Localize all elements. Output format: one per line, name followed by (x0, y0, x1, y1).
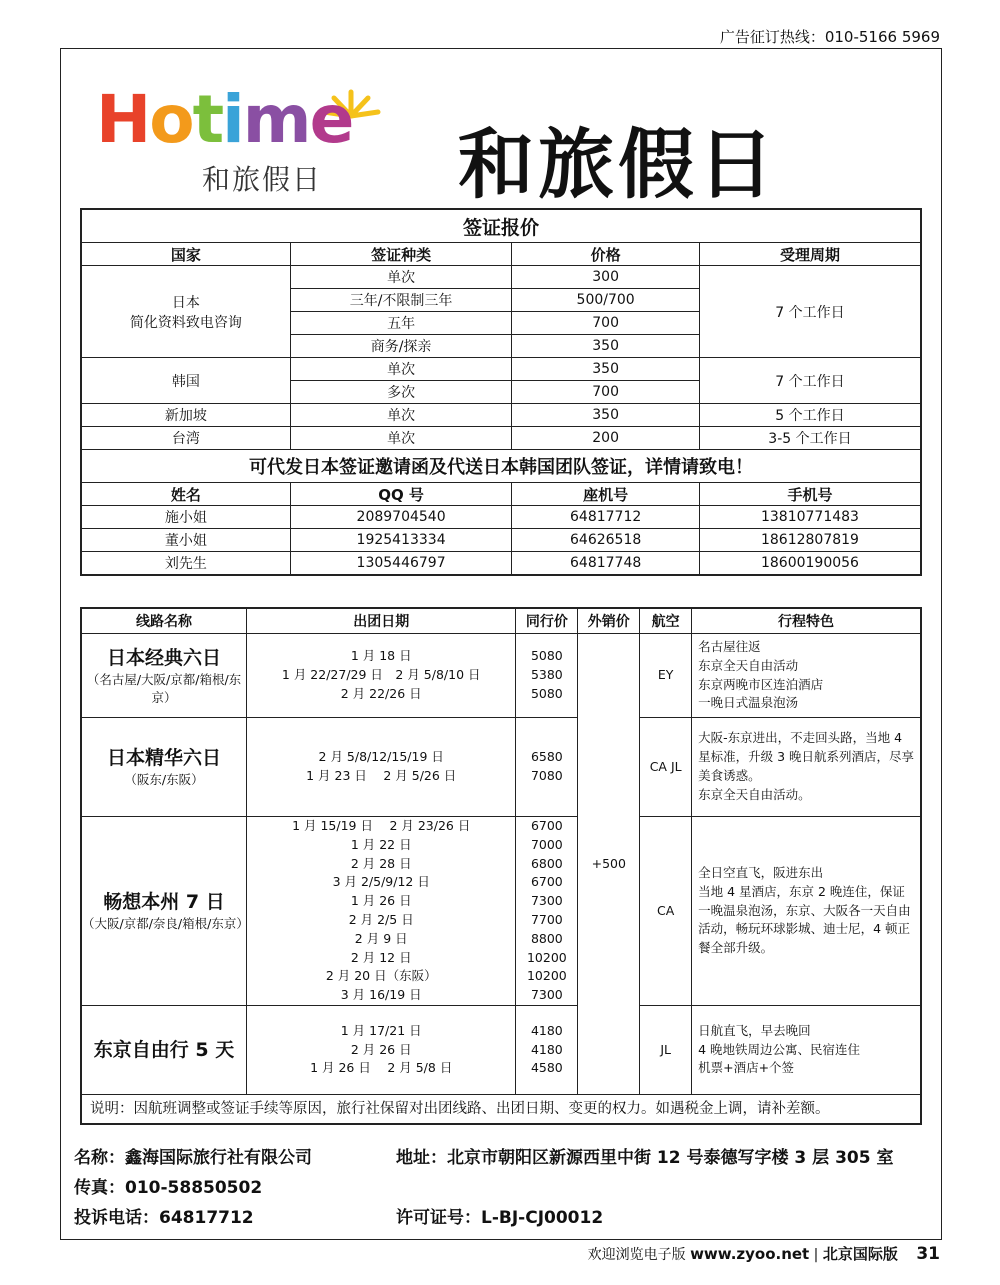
contact-landline: 64817712 (512, 506, 700, 529)
col-features: 行程特色 (692, 608, 921, 634)
route-name: 畅想本州 7 日 （大阪/京都/奈良/箱根/东京） (81, 817, 247, 1006)
visa-price: 200 (512, 427, 700, 450)
table-row (81, 358, 921, 381)
visa-type: 三年/不限制三年 (290, 289, 512, 312)
route-name: 日本精华六日 （阪东/东阪） (81, 718, 247, 817)
visa-period: 3-5 个工作日 (699, 427, 921, 450)
footer-url[interactable]: www.zyoo.net (690, 1245, 810, 1263)
contact-landline: 64626518 (512, 529, 700, 552)
col-landline: 座机号 (512, 483, 700, 506)
airline: CA (640, 817, 692, 1006)
departure-dates: 1 月 17/21 日 2 月 26 日 1 月 26 日 2 月 5/8 日 (247, 1006, 516, 1095)
visa-notice: 可代发日本签证邀请函及代送日本韩国团队签证，详情请致电！ (81, 450, 921, 483)
tour-routes-table (80, 607, 922, 1125)
company-fax: 传真：010-58850502 (74, 1178, 263, 1198)
visa-type: 商务/探亲 (290, 335, 512, 358)
airline: EY (640, 634, 692, 718)
visa-type: 五年 (290, 312, 512, 335)
visa-type: 单次 (290, 427, 512, 450)
footer-text: 欢迎浏览电子版 (587, 1247, 686, 1263)
contact-qq: 1305446797 (290, 552, 512, 576)
company-address: 地址：北京市朝阳区新源西里中街 12 号泰德写字楼 3 层 305 室 (396, 1148, 894, 1168)
contact-name: 刘先生 (81, 552, 290, 576)
col-mobile: 手机号 (699, 483, 921, 506)
country-japan: 日本 简化资料致电咨询 (81, 266, 290, 358)
route-name: 东京自由行 5 天 (81, 1006, 247, 1095)
col-dates: 出团日期 (247, 608, 516, 634)
page-footer: 欢迎浏览电子版 www.zyoo.net | 北京国际版 31 (587, 1244, 940, 1264)
col-price: 价格 (512, 243, 700, 266)
visa-price: 500/700 (512, 289, 700, 312)
visa-type: 多次 (290, 381, 512, 404)
contact-landline: 64817748 (512, 552, 700, 576)
departure-dates: 1 月 18 日 1 月 22/27/29 日 2 月 5/8/10 日 2 月 22/26 日 (247, 634, 516, 718)
route-features: 大阪-东京进出，不走回头路，当地 4 星标准，升级 3 晚日航系列酒店，尽享美食诱惑。 东京全天自由活动。 (692, 718, 921, 817)
col-airline: 航空 (640, 608, 692, 634)
country-singapore: 新加坡 (81, 404, 290, 427)
brand-title: 和旅假日 (458, 120, 778, 209)
route-features: 全日空直飞，阪进东出 当地 4 星酒店，东京 2 晚连住，保证一晚温泉泡汤，东京、大阪各一天自由活动，畅玩环球影城、迪士尼，4 顿正餐全部升级。 (692, 817, 921, 1006)
visa-price: 350 (512, 404, 700, 427)
contact-row (81, 552, 921, 576)
trade-prices: 5080 5380 5080 (516, 634, 578, 718)
logo-wordmark: Hotime (96, 81, 353, 158)
tour-row (81, 1006, 921, 1095)
col-trade-price: 同行价 (516, 608, 578, 634)
contact-qq: 2089704540 (290, 506, 512, 529)
contact-mobile: 18612807819 (699, 529, 921, 552)
visa-price: 350 (512, 335, 700, 358)
airline: CA JL (640, 718, 692, 817)
col-country: 国家 (81, 243, 290, 266)
logo-subtitle: 和旅假日 (202, 163, 323, 196)
route-features: 日航直飞，早去晚回 4 晚地铁周边公寓、民宿连住 机票+酒店+个签 (692, 1006, 921, 1095)
page-number: 31 (916, 1244, 940, 1264)
departure-dates: 1 月 15/19 日 2 月 23/26 日 1 月 22 日 2 月 28 日 3 月 2/5/9/12 日 1 月 26 日 2 月 2/5 日 2 月 9 日 2 月 12 日 2 月 20 日（东阪） 3 月 16/19 日 (247, 817, 516, 1006)
ad-hotline: 广告征订热线：010-5166 5969 (719, 28, 940, 46)
col-name: 姓名 (81, 483, 290, 506)
col-period: 受理周期 (699, 243, 921, 266)
visa-period: 7 个工作日 (699, 358, 921, 404)
complaint-phone: 投诉电话：64817712 (74, 1208, 254, 1228)
license-number: 许可证号：L-BJ-CJ00012 (396, 1208, 604, 1228)
country-korea: 韩国 (81, 358, 290, 404)
visa-period: 5 个工作日 (699, 404, 921, 427)
hotime-logo (96, 80, 386, 195)
route-name: 日本经典六日 （名古屋/大阪/京都/箱根/东京） (81, 634, 247, 718)
col-route: 线路名称 (81, 608, 247, 634)
footer-edition: 北京国际版 (822, 1245, 898, 1263)
tour-row (81, 718, 921, 817)
visa-price: 700 (512, 381, 700, 404)
route-features: 名古屋往返 东京全天自由活动 东京两晚市区连泊酒店 一晚日式温泉泡汤 (692, 634, 921, 718)
table-row (81, 266, 921, 289)
visa-price-table (80, 208, 922, 576)
visa-caption: 签证报价 (81, 209, 921, 243)
contact-qq: 1925413334 (290, 529, 512, 552)
visa-price: 300 (512, 266, 700, 289)
contact-row (81, 529, 921, 552)
contact-mobile: 18600190056 (699, 552, 921, 576)
trade-prices: 6580 7080 (516, 718, 578, 817)
visa-price: 700 (512, 312, 700, 335)
tour-row (81, 817, 921, 1006)
visa-type: 单次 (290, 358, 512, 381)
visa-type: 单次 (290, 266, 512, 289)
contact-row (81, 506, 921, 529)
departure-dates: 2 月 5/8/12/15/19 日 1 月 23 日 2 月 5/26 日 (247, 718, 516, 817)
col-qq: QQ 号 (290, 483, 512, 506)
col-visa-type: 签证种类 (290, 243, 512, 266)
table-row (81, 427, 921, 450)
airline: JL (640, 1006, 692, 1095)
country-taiwan: 台湾 (81, 427, 290, 450)
contact-mobile: 13810771483 (699, 506, 921, 529)
visa-type: 单次 (290, 404, 512, 427)
contact-name: 施小姐 (81, 506, 290, 529)
trade-prices: 6700 7000 6800 6700 7300 7700 8800 10200 10200 7300 (516, 817, 578, 1006)
company-name: 名称：鑫海国际旅行社有限公司 (74, 1148, 312, 1168)
trade-prices: 4180 4180 4580 (516, 1006, 578, 1095)
retail-markup: +500 (578, 634, 640, 1095)
tour-footnote: 说明：因航班调整或签证手续等原因，旅行社保留对出团线路、出团日期、变更的权力。如遇税金上调，请补差额。 (81, 1095, 921, 1125)
tour-row (81, 634, 921, 718)
visa-period: 7 个工作日 (699, 266, 921, 358)
contact-name: 董小姐 (81, 529, 290, 552)
col-retail-price: 外销价 (578, 608, 640, 634)
table-row (81, 404, 921, 427)
visa-price: 350 (512, 358, 700, 381)
